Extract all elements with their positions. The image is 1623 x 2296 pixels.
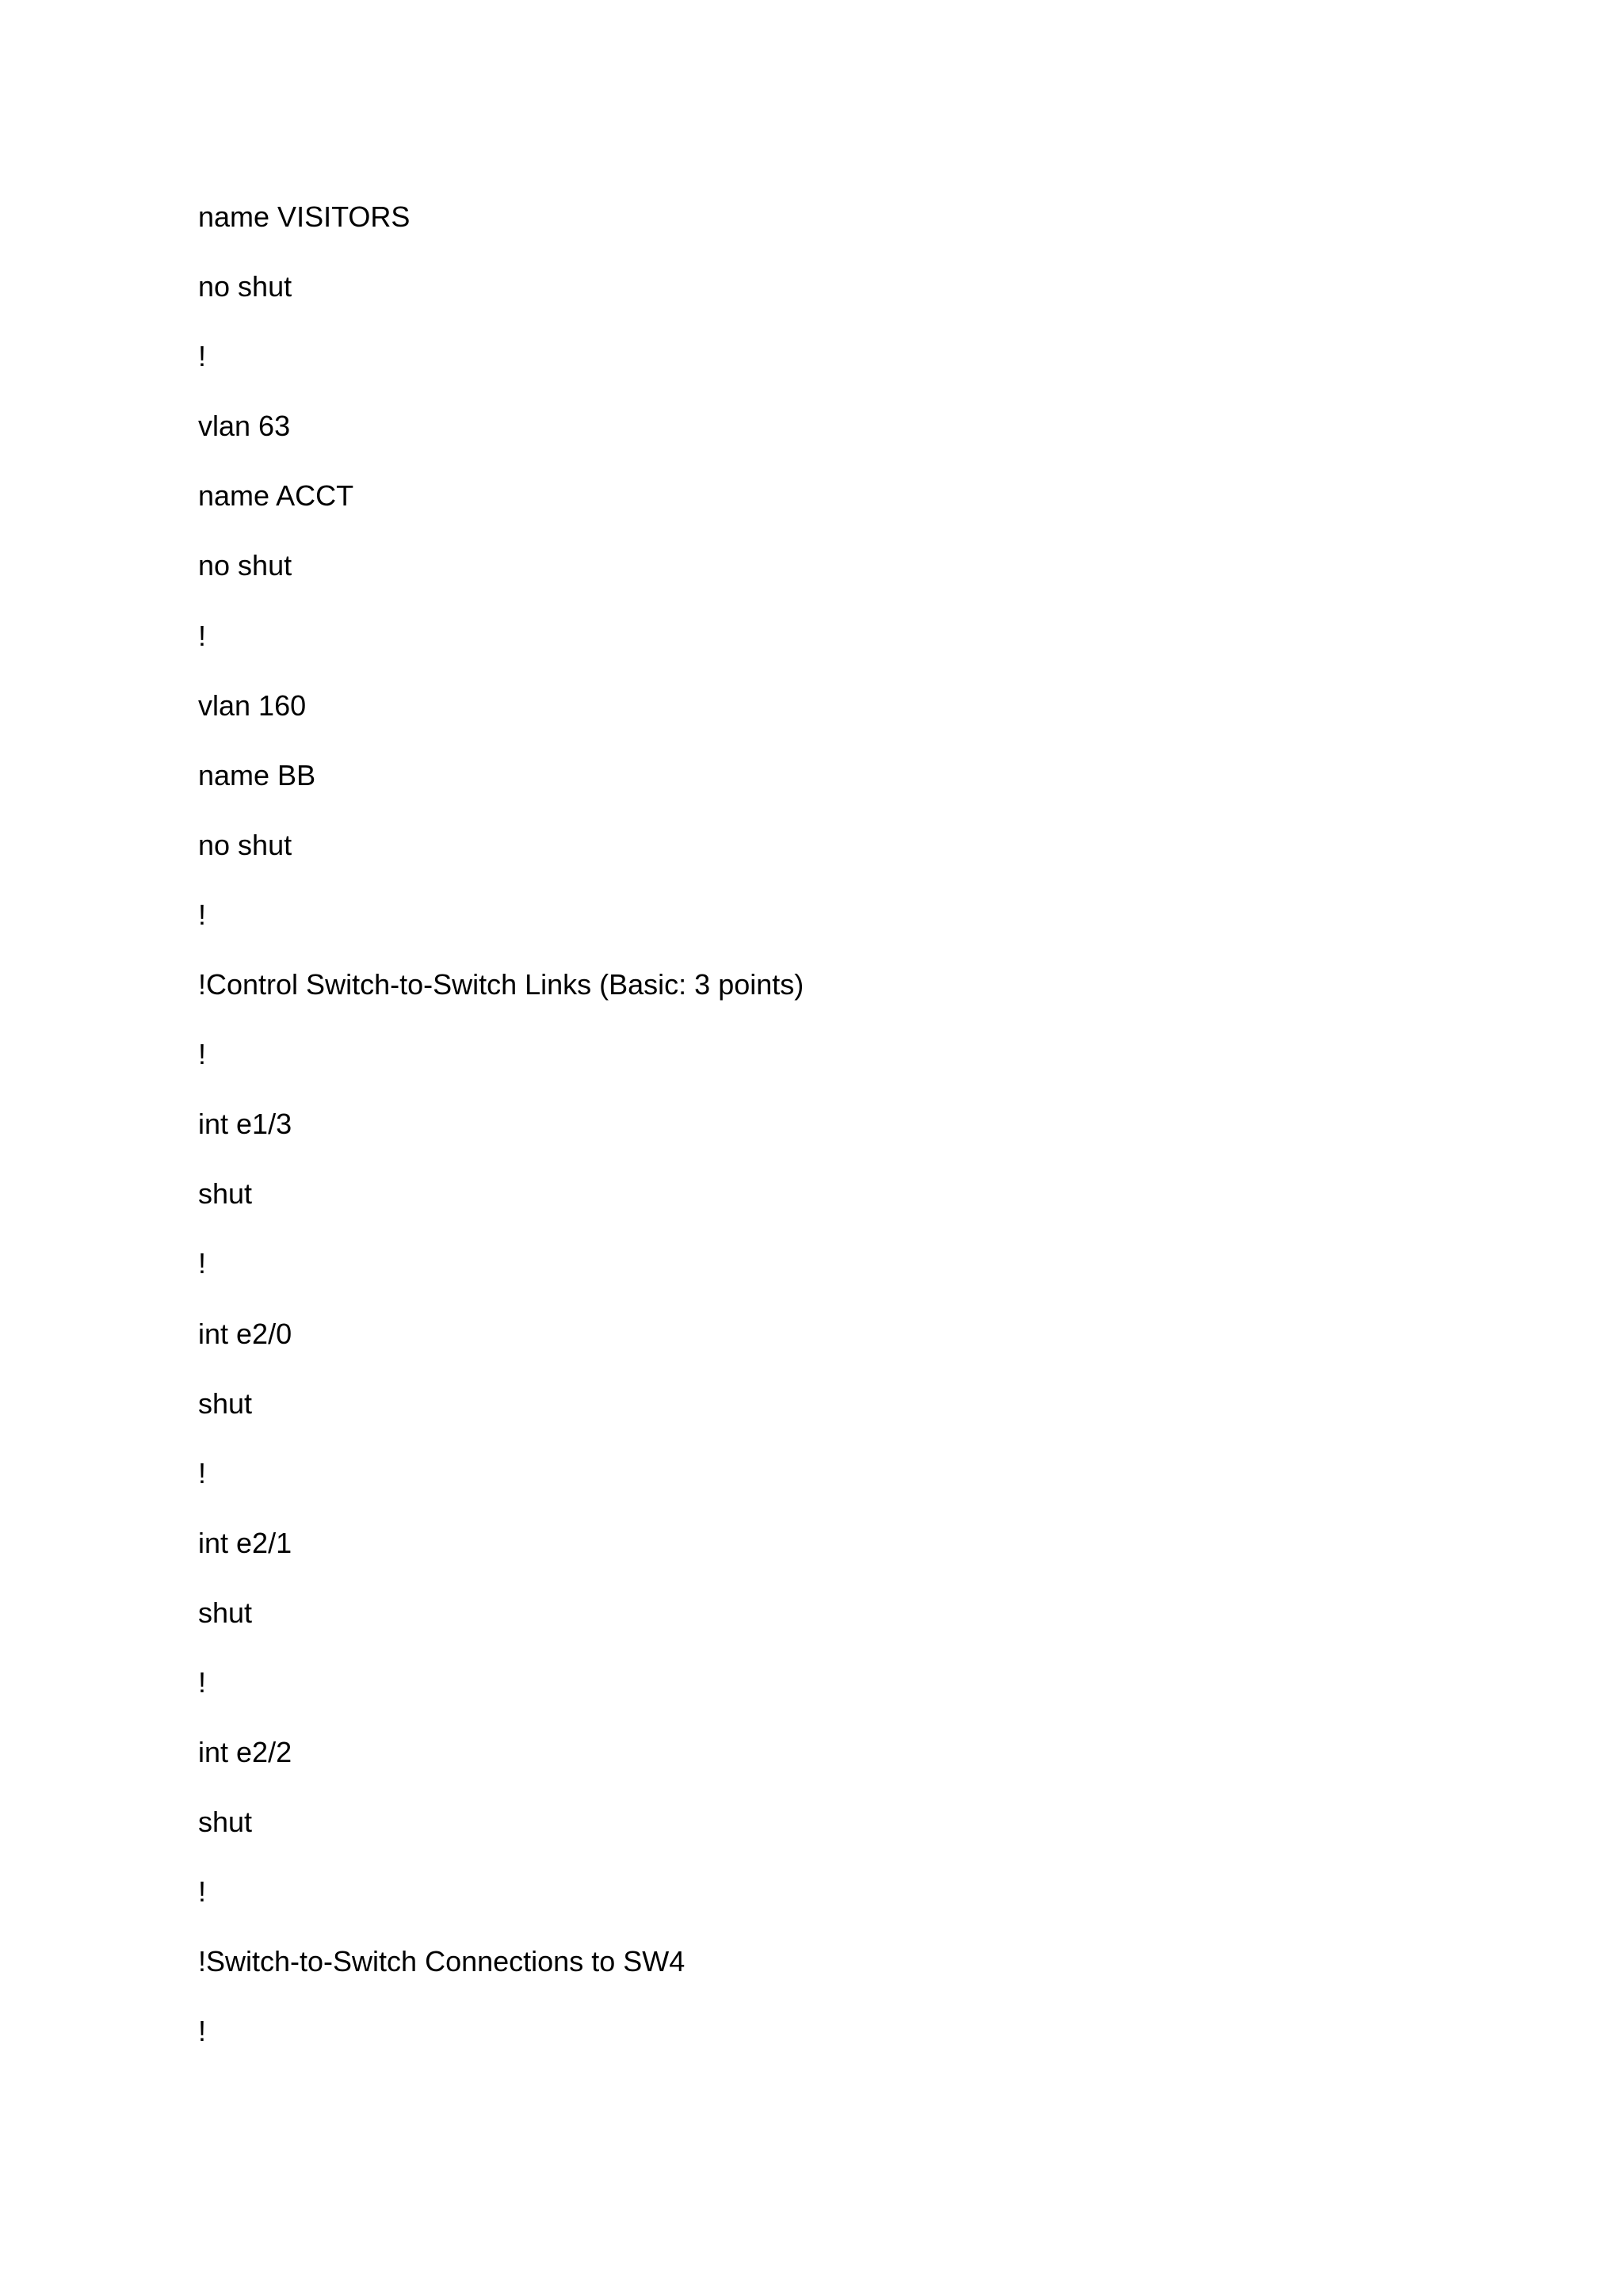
config-line: no shut — [198, 270, 292, 303]
config-line: ! — [198, 1247, 207, 1280]
config-line: ! — [198, 898, 207, 931]
config-line: shut — [198, 1177, 253, 1211]
config-line: int e1/3 — [198, 1108, 292, 1141]
config-line: int e2/2 — [198, 1736, 292, 1769]
section-comment: !Control Switch-to-Switch Links (Basic: 3 points) — [198, 968, 804, 1001]
config-line: name VISITORS — [198, 200, 411, 233]
config-line: shut — [198, 1386, 253, 1420]
config-line: ! — [198, 1665, 207, 1699]
config-line: ! — [198, 2015, 207, 2048]
section-comment: !Switch-to-Switch Connections to SW4 — [198, 1945, 685, 1978]
config-line: name ACCT — [198, 479, 354, 513]
config-line: int e2/0 — [198, 1317, 292, 1350]
config-line: ! — [198, 1038, 207, 1071]
config-line: ! — [198, 619, 207, 652]
config-line: ! — [198, 1456, 207, 1489]
config-line: name BB — [198, 758, 316, 791]
config-text-block — [198, 192, 804, 2077]
config-line: shut — [198, 1806, 253, 1839]
config-line: int e2/1 — [198, 1526, 292, 1559]
config-line: vlan 160 — [198, 688, 307, 722]
config-line: shut — [198, 1596, 253, 1629]
config-line: ! — [198, 1875, 207, 1909]
config-line: ! — [198, 340, 207, 373]
config-line: vlan 63 — [198, 410, 291, 443]
config-line: no shut — [198, 549, 292, 582]
config-line: no shut — [198, 828, 292, 861]
